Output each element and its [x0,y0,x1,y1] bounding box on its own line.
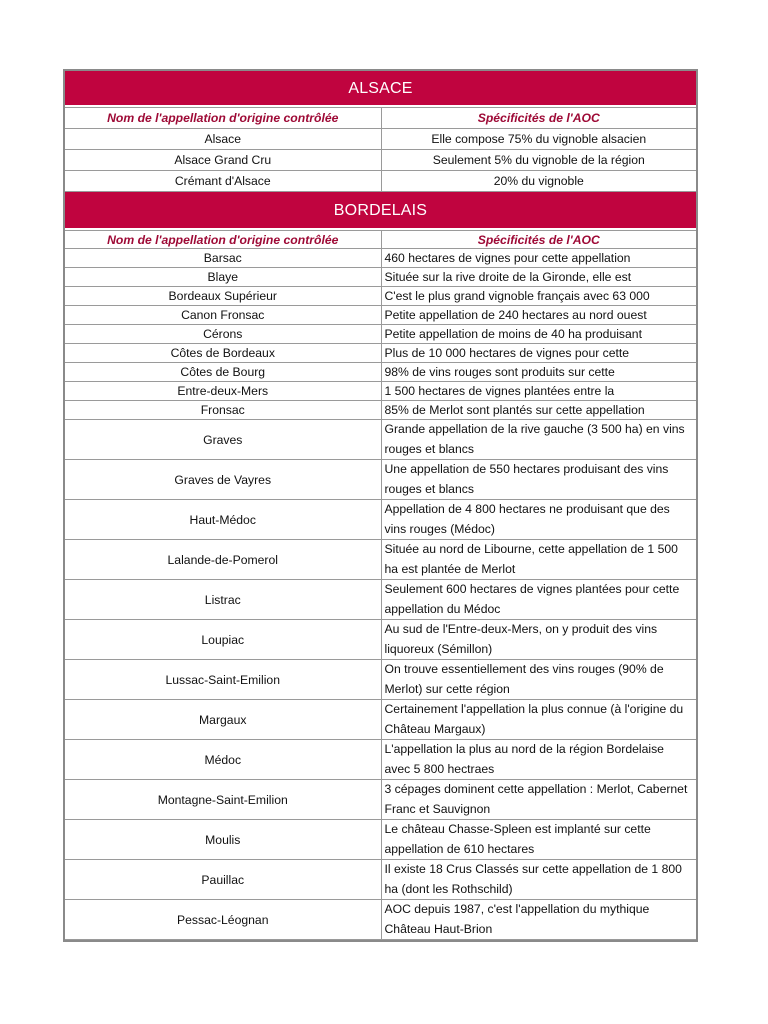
bordelais-section [65,192,696,940]
table-row [65,268,696,287]
appellation-name-cell: Barsac [65,249,381,268]
table-row [65,401,696,420]
table-row [65,460,696,500]
appellation-spec-cell: Seulement 600 hectares de vignes plantées pour cette appellation du Médoc [381,580,696,620]
table-row [65,580,696,620]
column-header-name: Nom de l'appellation d'origine contrôlée [65,231,381,249]
appellation-spec-cell: 3 cépages dominent cette appellation : Merlot, Cabernet Franc et Sauvignon [381,780,696,820]
appellation-name-cell: Pauillac [65,860,381,900]
table-row [65,306,696,325]
appellation-spec-cell: On trouve essentiellement des vins rouges (90% de Merlot) sur cette région [381,660,696,700]
appellation-name-cell: Blaye [65,268,381,287]
table-row [65,740,696,780]
appellation-name-cell: Loupiac [65,620,381,660]
appellation-spec-cell: L'appellation la plus au nord de la région Bordelaise avec 5 800 hectraes [381,740,696,780]
table-row [65,820,696,860]
appellation-name-cell: Graves de Vayres [65,460,381,500]
appellation-name-cell: Médoc [65,740,381,780]
bordelais-table [65,230,696,940]
appellation-name-cell: Pessac-Léognan [65,900,381,940]
alsace-section [65,71,696,192]
appellation-name-cell: Alsace [65,129,381,150]
appellation-spec-cell: 1 500 hectares de vignes plantées entre la [381,382,696,401]
alsace-column-header-row [65,108,696,129]
appellation-spec-cell: 460 hectares de vignes pour cette appellation [381,249,696,268]
table-row [65,129,696,150]
table-row [65,780,696,820]
appellation-name-cell: Listrac [65,580,381,620]
appellation-name-cell: Graves [65,420,381,460]
table-row [65,150,696,171]
table-row [65,700,696,740]
appellation-name-cell: Crémant d'Alsace [65,171,381,192]
appellation-spec-cell: AOC depuis 1987, c'est l'appellation du mythique Château Haut-Brion [381,900,696,940]
appellation-spec-cell: Petite appellation de moins de 40 ha produisant [381,325,696,344]
column-header-spec: Spécificités de l'AOC [381,231,696,249]
appellation-spec-cell: Appellation de 4 800 hectares ne produisant que des vins rouges (Médoc) [381,500,696,540]
bordelais-column-header-row [65,231,696,249]
table-row [65,344,696,363]
appellation-spec-cell: Grande appellation de la rive gauche (3 500 ha) en vins rouges et blancs [381,420,696,460]
table-row [65,171,696,192]
alsace-header: ALSACE [65,71,696,107]
appellation-spec-cell: Il existe 18 Crus Classés sur cette appellation de 1 800 ha (dont les Rothschild) [381,860,696,900]
table-row [65,249,696,268]
bordelais-header: BORDELAIS [65,192,696,230]
appellation-name-cell: Moulis [65,820,381,860]
appellation-name-cell: Côtes de Bordeaux [65,344,381,363]
appellation-spec-cell: Petite appellation de 240 hectares au nord ouest [381,306,696,325]
table-row [65,382,696,401]
appellation-name-cell: Montagne-Saint-Emilion [65,780,381,820]
table-row [65,620,696,660]
appellation-spec-cell: Située sur la rive droite de la Gironde, elle est [381,268,696,287]
table-row [65,500,696,540]
appellation-name-cell: Entre-deux-Mers [65,382,381,401]
table-row [65,860,696,900]
column-header-name: Nom de l'appellation d'origine contrôlée [65,108,381,129]
appellation-spec-cell: Une appellation de 550 hectares produisant des vins rouges et blancs [381,460,696,500]
appellation-name-cell: Lalande-de-Pomerol [65,540,381,580]
appellation-name-cell: Lussac-Saint-Emilion [65,660,381,700]
table-row [65,540,696,580]
column-header-spec: Spécificités de l'AOC [381,108,696,129]
table-row [65,287,696,306]
table-row [65,660,696,700]
appellation-name-cell: Haut-Médoc [65,500,381,540]
appellation-spec-cell: Plus de 10 000 hectares de vignes pour cette [381,344,696,363]
appellation-name-cell: Margaux [65,700,381,740]
table-row [65,363,696,382]
appellation-name-cell: Canon Fronsac [65,306,381,325]
appellation-name-cell: Côtes de Bourg [65,363,381,382]
appellation-spec-cell: Certainement l'appellation la plus connue (à l'origine du Château Margaux) [381,700,696,740]
appellation-spec-cell: 85% de Merlot sont plantés sur cette appellation [381,401,696,420]
appellation-spec-cell: Seulement 5% du vignoble de la région [381,150,696,171]
appellation-spec-cell: Elle compose 75% du vignoble alsacien [381,129,696,150]
appellation-spec-cell: Située au nord de Libourne, cette appellation de 1 500 ha est plantée de Merlot [381,540,696,580]
table-row [65,325,696,344]
appellation-name-cell: Bordeaux Supérieur [65,287,381,306]
appellation-name-cell: Alsace Grand Cru [65,150,381,171]
appellation-spec-cell: Le château Chasse-Spleen est implanté sur cette appellation de 610 hectares [381,820,696,860]
aoc-sheet [63,69,698,942]
appellation-name-cell: Cérons [65,325,381,344]
alsace-table [65,107,696,192]
appellation-name-cell: Fronsac [65,401,381,420]
appellation-spec-cell: Au sud de l'Entre-deux-Mers, on y produit des vins liquoreux (Sémillon) [381,620,696,660]
table-row [65,900,696,940]
appellation-spec-cell: 98% de vins rouges sont produits sur cette [381,363,696,382]
table-row [65,420,696,460]
appellation-spec-cell: 20% du vignoble [381,171,696,192]
appellation-spec-cell: C'est le plus grand vignoble français avec 63 000 [381,287,696,306]
